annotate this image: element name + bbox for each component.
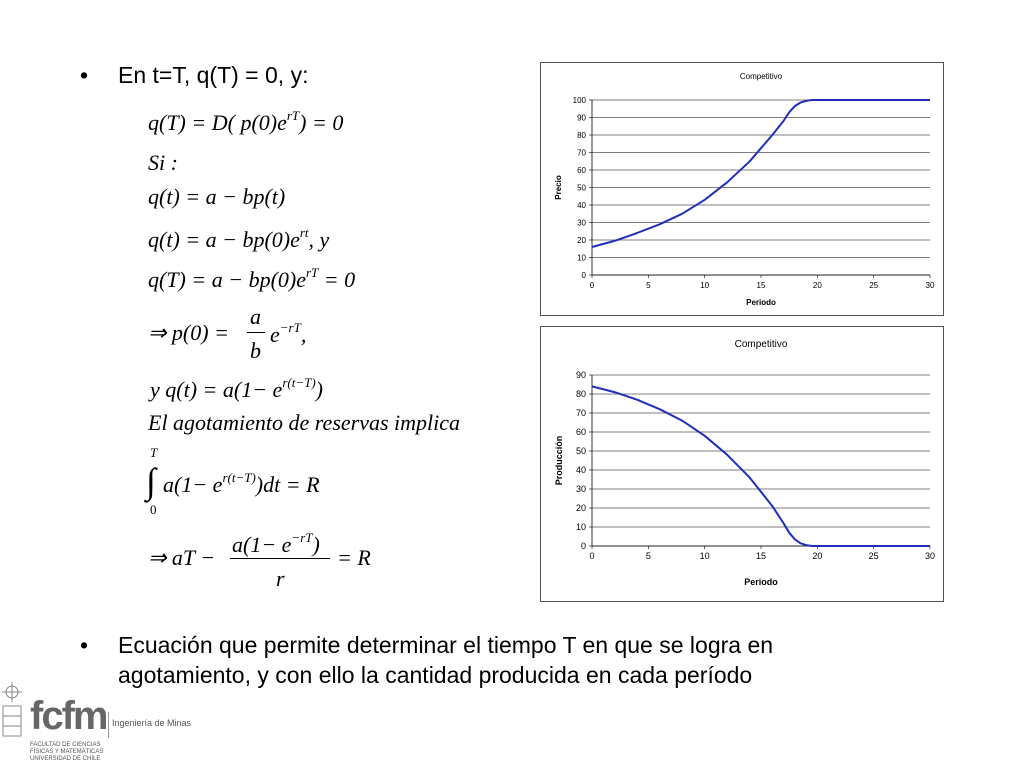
x-tick-label: 25 <box>869 281 879 290</box>
y-tick-label: 50 <box>575 446 586 456</box>
x-tick-label: 30 <box>925 281 935 290</box>
equation-final-numerator: $a(1- e^{-rT})$ <box>232 530 320 557</box>
equation-p0-exp: $e^{-rT}$, <box>270 320 307 347</box>
production-chart-svg <box>541 327 943 601</box>
integral-lower-limit: 0 <box>150 502 157 517</box>
equation-qt-exp: $q(t) = a - bp(0)e^{rt}$, y <box>148 225 330 252</box>
equation-qt-depletion: y $q(t) = a(1- e^{r(t-T)})$ <box>150 375 323 402</box>
x-tick-label: 10 <box>700 281 710 290</box>
fraction-bar <box>247 332 265 333</box>
y-tick-label: 40 <box>577 201 586 210</box>
y-tick-label: 60 <box>577 166 586 175</box>
equation-final-result: = R <box>337 545 371 570</box>
x-tick-label: 0 <box>589 281 595 290</box>
y-tick-label: 80 <box>575 389 586 399</box>
equation-qT-zero: $q(T) = a - bp(0)e^{rT} = 0$ <box>148 265 356 292</box>
x-tick-label: 0 <box>589 551 595 561</box>
y-tick-label: 10 <box>575 522 586 532</box>
x-tick-label: 25 <box>868 551 879 561</box>
fcfm-logo-text: fcfm <box>30 694 107 738</box>
y-tick-label: 50 <box>577 183 586 193</box>
y-tick-label: 30 <box>575 484 586 494</box>
bullet-marker: • <box>80 632 89 658</box>
price-chart <box>540 62 944 316</box>
logo-divider <box>108 712 109 738</box>
y-tick-label: 30 <box>577 218 586 228</box>
x-tick-label: 15 <box>756 281 766 290</box>
x-tick-label: 15 <box>755 551 767 561</box>
equation-final-prefix: ⇒ aT − <box>148 545 216 570</box>
x-axis-label: Periodo <box>746 298 776 307</box>
bullet-text-condition: En t=T, q(T) = 0, y: <box>118 62 309 88</box>
y-tick-label: 0 <box>581 271 586 280</box>
y-tick-label: 90 <box>575 370 586 380</box>
y-tick-label: 20 <box>577 236 586 245</box>
y-tick-label: 20 <box>575 503 586 513</box>
equation-p0-numerator: a <box>250 304 261 329</box>
y-tick-label: 40 <box>575 465 586 475</box>
x-tick-label: 10 <box>699 551 710 561</box>
equation-final-denominator: r <box>276 566 285 591</box>
fraction-bar <box>230 558 330 559</box>
university-seal-icon <box>0 682 28 742</box>
y-tick-label: 70 <box>575 408 586 418</box>
bullet-marker: • <box>80 62 89 88</box>
y-tick-label: 0 <box>580 541 586 551</box>
equation-demand: q(t) = a − bp(t) <box>148 184 286 209</box>
y-tick-label: 90 <box>577 113 586 123</box>
x-tick-label: 20 <box>812 551 823 561</box>
chart-title: Competitivo <box>739 72 783 81</box>
y-tick-label: 70 <box>577 148 586 158</box>
equation-si: Si : <box>148 150 178 175</box>
x-tick-label: 30 <box>924 551 936 561</box>
equation-integral-body: $a(1- e^{r(t-T)})dt = R$ <box>163 470 320 497</box>
faculty-name: FACULTAD DE CIENCIAS FÍSICAS Y MATEMÁTICAS UNIVERSIDAD DE CHILE <box>30 742 104 762</box>
x-tick-label: 20 <box>812 281 822 290</box>
series-line <box>592 386 930 546</box>
bullet-text-conclusion-line1: Ecuación que permite determinar el tiempo T en que se logra en <box>118 632 774 658</box>
y-tick-label: 60 <box>575 427 586 437</box>
x-tick-label: 5 <box>646 281 651 290</box>
equation-qT-D: q(T) = D( $p(0)e^{rT}) = 0$ <box>148 108 344 135</box>
x-tick-label: 5 <box>645 551 651 561</box>
integral-sign: ∫ <box>146 461 156 501</box>
y-axis-label: Producción <box>554 435 564 486</box>
integral-upper-limit: T <box>150 445 158 460</box>
y-tick-label: 100 <box>572 96 586 105</box>
bullet-text-conclusion-line2: agotamiento, y con ello la cantidad producida en cada período <box>118 662 753 688</box>
x-axis-label: Periodo <box>744 577 778 587</box>
y-tick-label: 10 <box>577 253 586 263</box>
equation-p0-denominator: b <box>250 338 261 363</box>
equation-p0-prefix: ⇒ p(0) = <box>148 320 229 345</box>
dept-name: Ingeniería de Minas <box>112 718 192 728</box>
y-tick-label: 80 <box>577 131 586 140</box>
university-logo <box>0 680 200 768</box>
y-axis-label: Precio <box>554 175 563 200</box>
chart-title: Competitivo <box>734 339 788 350</box>
production-chart <box>540 326 944 602</box>
series-line <box>592 100 930 247</box>
price-chart-svg <box>541 63 943 315</box>
equation-text-agotamiento: El agotamiento de reservas implica <box>148 410 461 435</box>
